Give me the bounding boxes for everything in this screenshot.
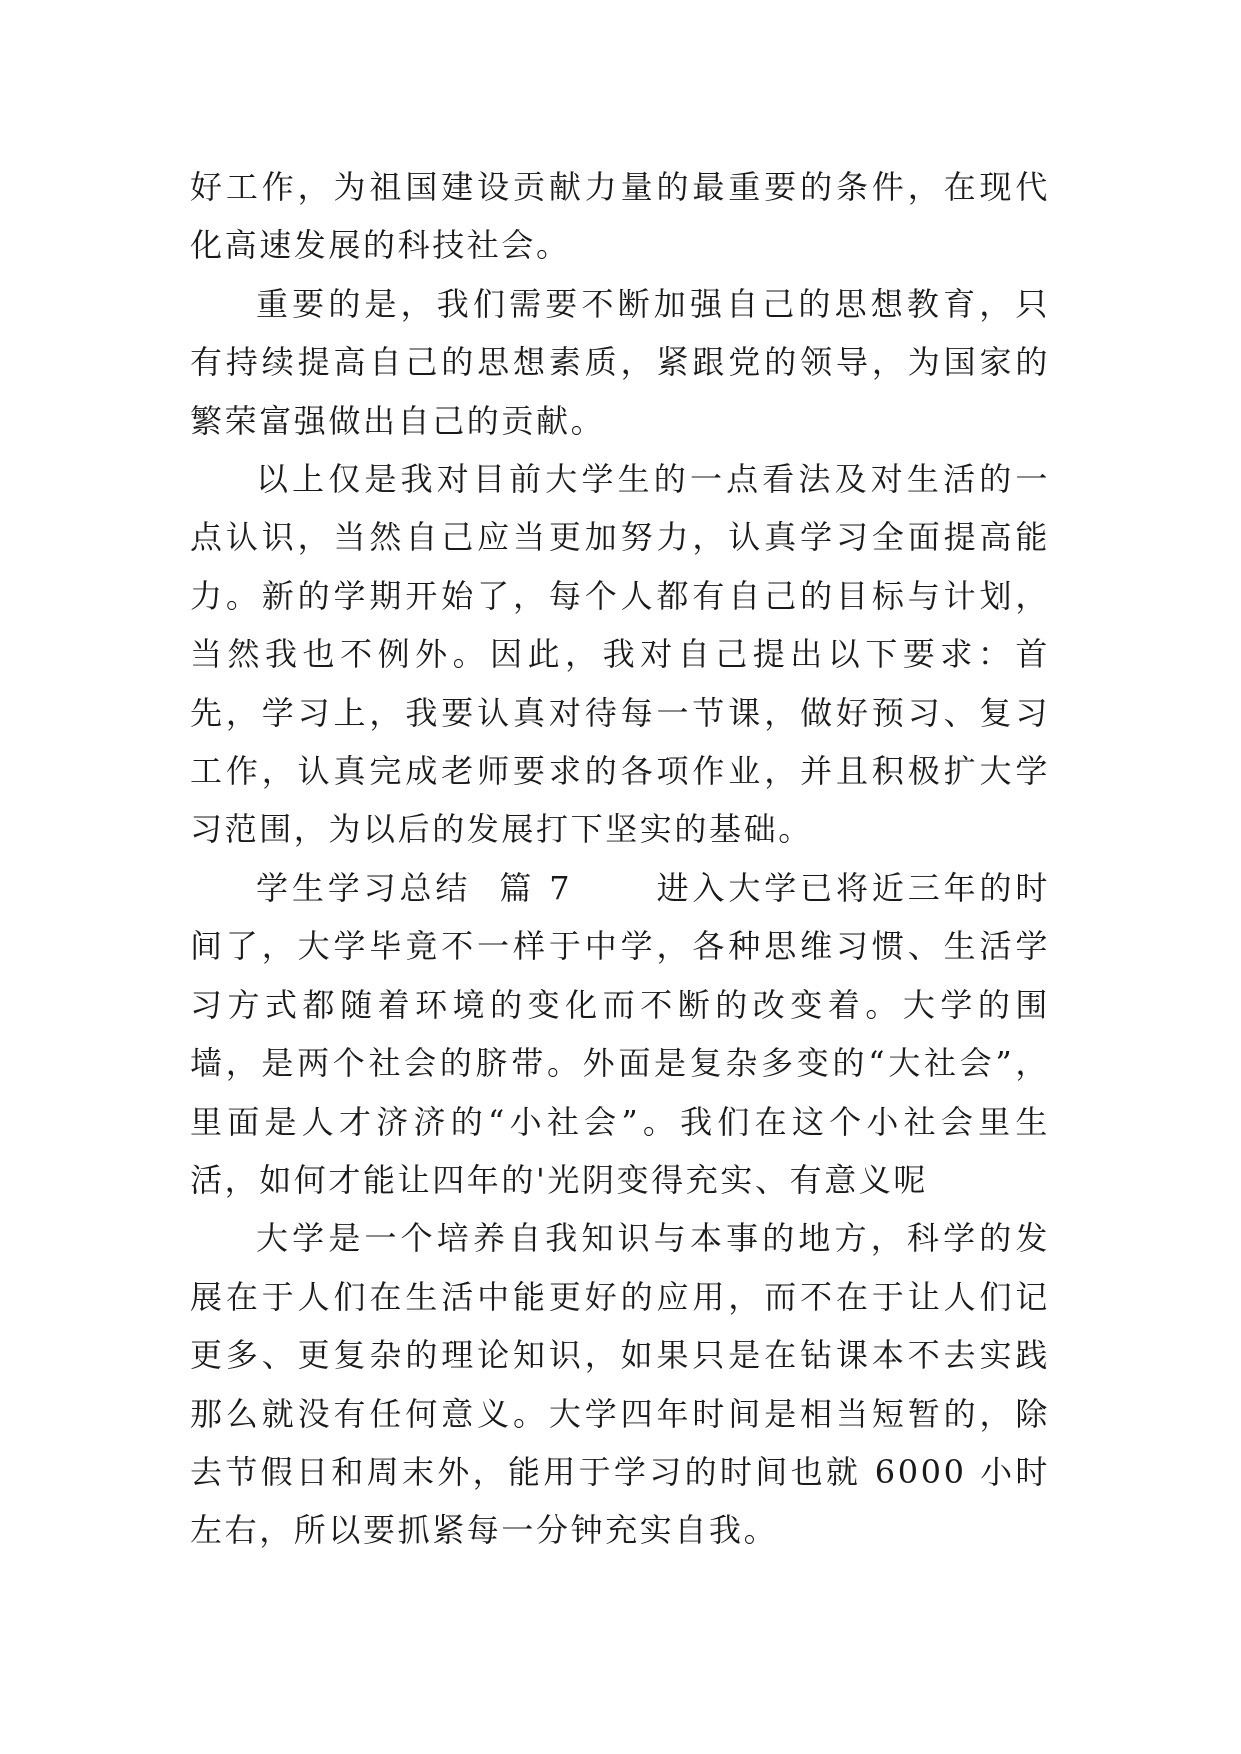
- paragraph-text: 重要的是，我们需要不断加强自己的思想教育，只有持续提高自己的思想素质，紧跟党的领导，为国家的繁荣富强做出自己的贡献。: [190, 284, 1050, 440]
- document-body: [190, 158, 1050, 1560]
- paragraph-text: 大学是一个培养自我知识与本事的地方，科学的发展在于人们在生活中能更好的应用，而不在于让人们记更多、更复杂的理论知识，如果只是在钻课本不去实践那么就没有任何意义。大学四年时间是相当短暂的，除去节假日和周末外，能用于学习的时间也就 6000 小时左右，所以要抓紧每一分钟充实自我。: [190, 1219, 1050, 1550]
- heading-spacer: [572, 869, 656, 907]
- paragraph-ideological-education: [190, 275, 1050, 450]
- paragraph-self-requirements: [190, 450, 1050, 859]
- section-heading: 学生学习总结 篇 7: [256, 868, 573, 907]
- paragraph-section-7: [190, 859, 1050, 1209]
- paragraph-university-learning: [190, 1209, 1050, 1559]
- paragraph-continuation: [190, 158, 1050, 275]
- paragraph-text: 进入大学已将近三年的时间了，大学毕竟不一样于中学，各种思维习惯、生活学习方式都随着环境的变化而不断的改变着。大学的围墙，是两个社会的脐带。外面是复杂多变的“大社会”，里面是人才济济的“小社会”。我们在这个小社会里生活，如何才能让四年的'光阴变得充实、有意义呢: [190, 868, 1050, 1199]
- paragraph-text: 以上仅是我对目前大学生的一点看法及对生活的一点认识，当然自己应当更加努力，认真学习全面提高能力。新的学期开始了，每个人都有自己的目标与计划，当然我也不例外。因此，我对自己提出以下要求：首先，学习上，我要认真对待每一节课，做好预习、复习工作，认真完成老师要求的各项作业，并且积极扩大学习范围，为以后的发展打下坚实的基础。: [190, 460, 1050, 849]
- paragraph-text: 好工作，为祖国建设贡献力量的最重要的条件，在现代化高速发展的科技社会。: [190, 168, 1050, 265]
